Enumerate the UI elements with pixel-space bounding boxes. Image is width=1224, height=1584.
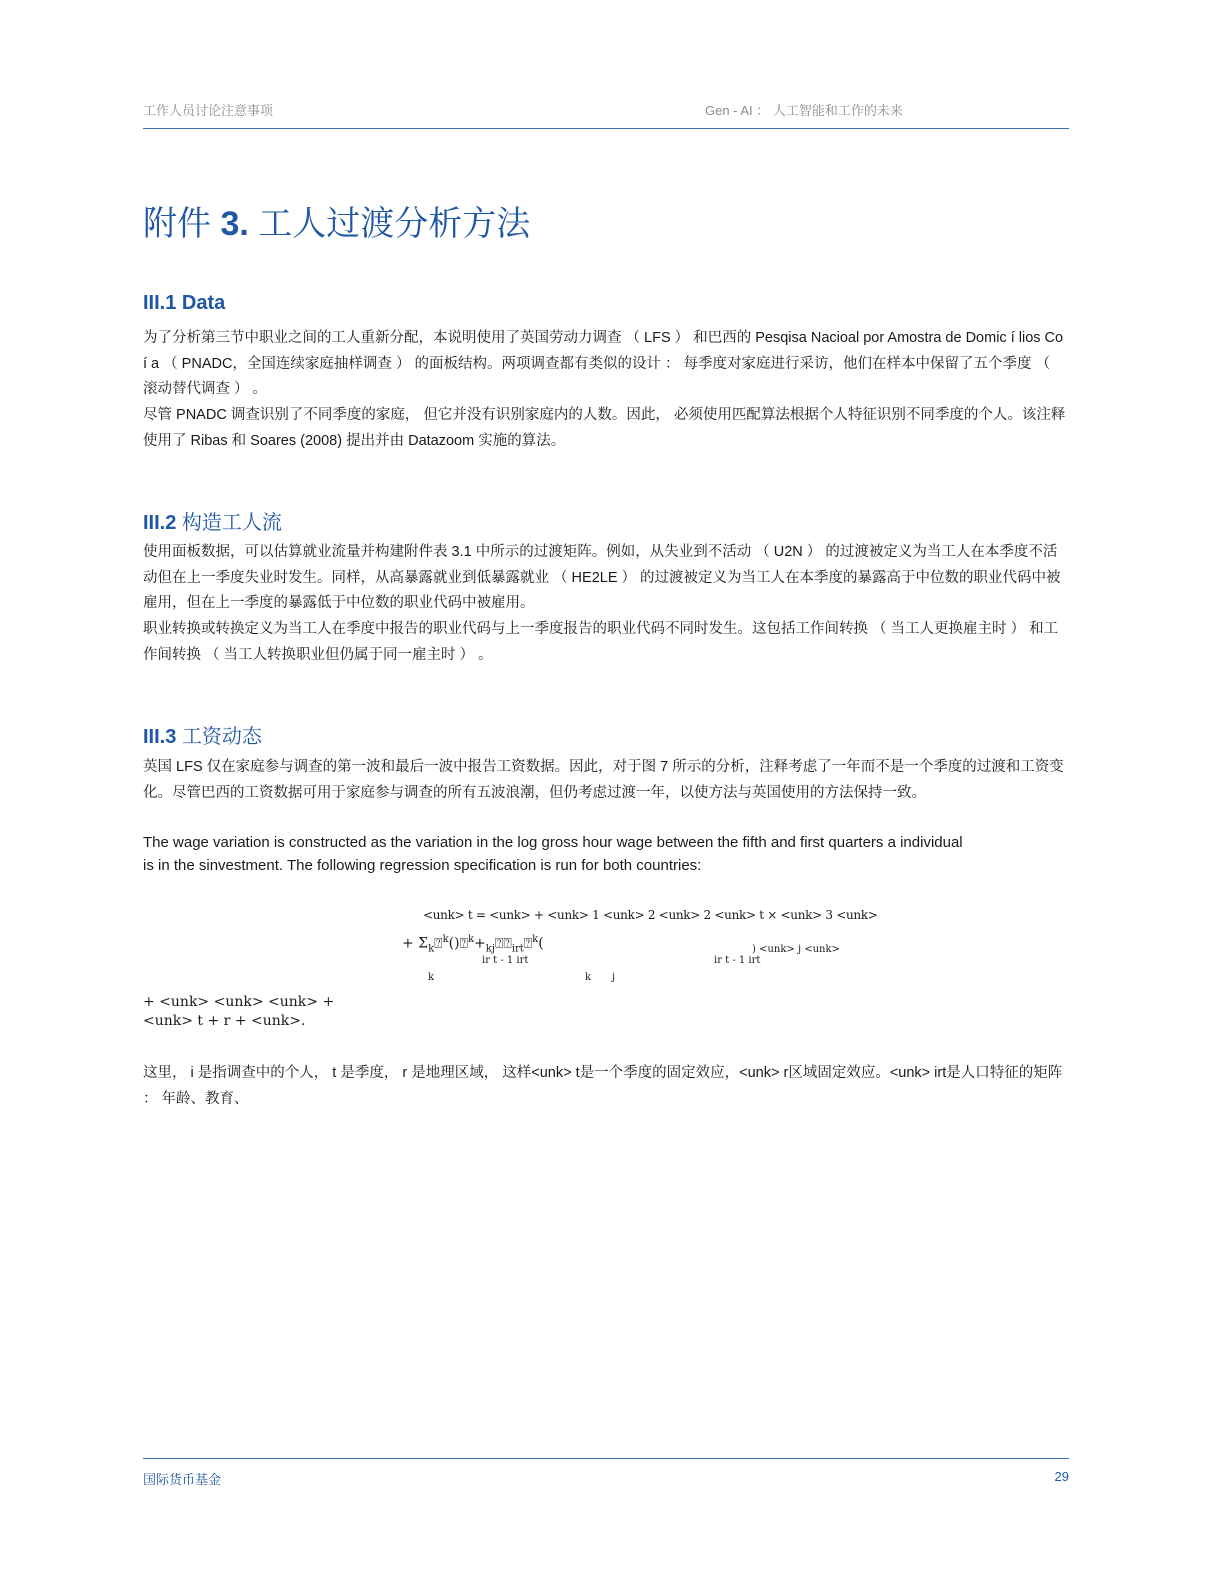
header-left-text: 工作人员讨论注意事项 — [143, 103, 274, 118]
section-title: 工资动态 — [181, 726, 262, 748]
equation-line-1: <unk> t = <unk> + <unk> 1 <unk> 2 <unk> 2 <unk> t × <unk> 3 <unk> — [423, 908, 878, 922]
equation-subscript: j — [612, 972, 616, 983]
equation-subscript: ir t - 1 irt — [482, 955, 529, 966]
section-title: 构造工人流 — [181, 512, 282, 534]
paragraph: 尽管 PNADC 调查识别了不同季度的家庭， 但它并没有识别家庭内的人数。因此， 必须使用匹配算法根据个人特征识别不同季度的个人。该注释使用了 Ribas 和 Soares (2008) 提出并由 Datazoom 实施的算法。 — [143, 407, 1066, 449]
english-line: is in the sinvestment. The following regression specification is run for both countries: — [143, 857, 702, 874]
paragraph: 职业转换或转换定义为当工人在季度中报告的职业代码与上一季度报告的职业代码不同时发生。这包括工作间转换 （ 当工人更换雇主时 ） 和工作间转换 （ 当工人转换职业但仍属于同一雇主时 ） 。 — [143, 621, 1059, 663]
equation-line-3: + <unk> <unk> <unk> + — [143, 994, 335, 1010]
section-title: Data — [181, 292, 226, 314]
equation-tail: ) <unk> j <unk> — [752, 944, 840, 955]
footer-org: 国际货币基金 — [143, 1472, 222, 1487]
paragraph: 使用面板数据，可以估算就业流量并构建附件表 3.1 中所示的过渡矩阵。例如，从失业到不活动 （ U2N ） 的过渡被定义为当工人在本季度不活动但在上一季度失业时发生。同样，从高暴露就业到低暴露就业 （ HE2LE ） 的过渡被定义为当工人在本季度的暴露高于中位数的职业代码中被雇用，但在上一季度的暴露低于中位数的职业代码中被雇用。 — [143, 544, 1061, 611]
paragraph: 为了分析第三节中职业之间的工人重新分配，本说明使用了英国劳动力调查 （ LFS ） 和巴西的 Pesqisa Nacioal por Amostra de Domic í lios Co í a （ PNADC，全国连续家庭抽样调查 ） 的面板结构。两项调查都有类似的设计 ： 每季度对家庭进行采访，他们在样本中保留了五个季度 （ 滚动替代调查 ） 。 — [143, 330, 1064, 397]
paragraph: 英国 LFS 仅在家庭参与调查的第一波和最后一波中报告工资数据。因此，对于图 7 所示的分析，注释考虑了一年而不是一个季度的过渡和工资变化。尽管巴西的工资数据可用于家庭参与调查的所有五波浪潮，但仍考虑过渡一年，以使方法与英国使用的方法保持一致。 — [143, 759, 1064, 801]
equation-subscript: ir t - 1 irt — [714, 955, 761, 966]
page-title — [143, 196, 530, 245]
page-footer — [143, 1458, 1069, 1489]
section-number: III.3 — [143, 726, 177, 748]
english-line: The wage variation is constructed as the variation in the log gross hour wage between the fifth and first quarters a individual — [143, 834, 963, 851]
closing-paragraph: 这里， i 是指调查中的个人， t 是季度， r 是地理区域， 这样<unk> t是一个季度的固定效应，<unk> r区域固定效应。<unk> irt是人口特征的矩阵 ： 年龄、教育、 — [143, 1065, 1063, 1107]
section-number: III.2 — [143, 512, 177, 534]
header-right-text: Gen - AI ： 人工智能和工作的未来 — [705, 103, 903, 118]
title-number: 3. — [220, 205, 249, 243]
equation-subscript: k — [428, 972, 435, 983]
equation-subscript: k — [585, 972, 592, 983]
section-number: III.1 — [143, 292, 177, 314]
section-heading-data — [143, 292, 225, 315]
section-heading-worker-flows — [143, 506, 282, 535]
equation-line-2: + $\Sigma_k⍰^k()⍰^k+_{kj}⍰⍰_{irt}⍰^k$( — [402, 934, 544, 955]
page-header — [143, 100, 1069, 129]
title-prefix: 附件 — [143, 205, 211, 243]
page-number: 29 — [1054, 1469, 1069, 1484]
title-text: 工人过渡分析方法 — [258, 205, 531, 243]
section-heading-wage-dynamics — [143, 720, 262, 749]
equation-line-4: <unk> t + r + <unk>. — [143, 1013, 306, 1029]
